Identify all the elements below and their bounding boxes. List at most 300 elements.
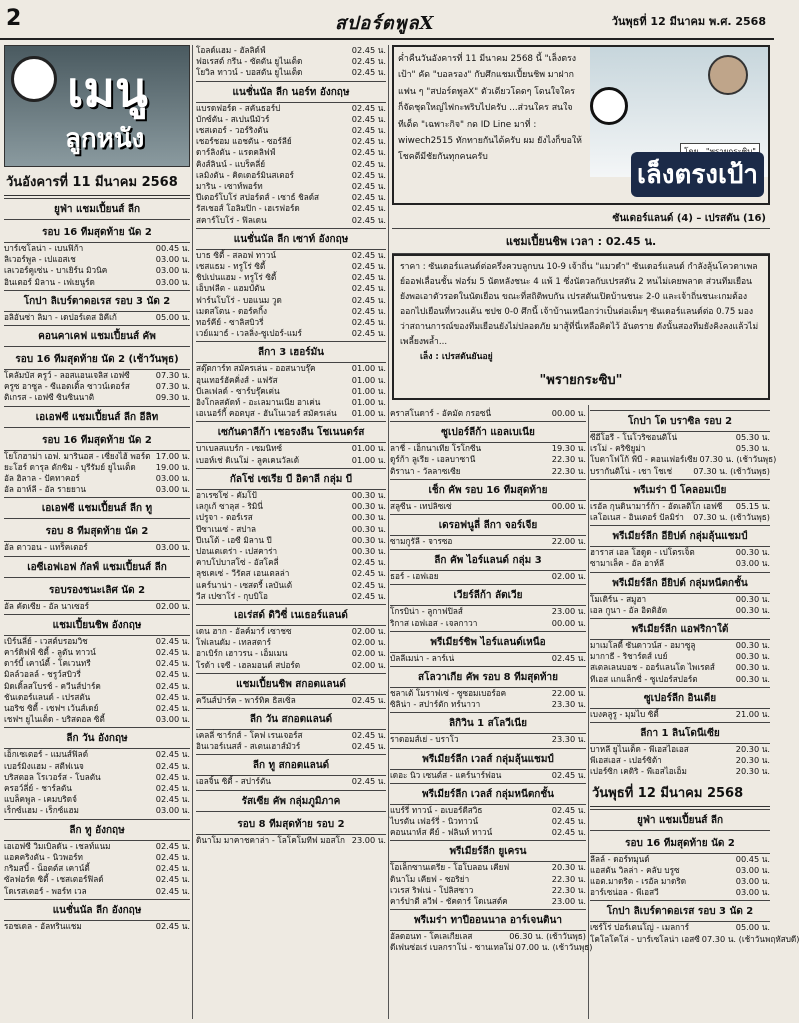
fixture-time: 22.30 น. (551, 873, 586, 884)
fixture-row (590, 651, 770, 662)
fixture-row (390, 443, 586, 454)
fixture-row (196, 386, 386, 397)
fixture-time: 23.00 น. (551, 606, 586, 617)
fixture-teams: ลาชี่ - เอ็กนาเทีย โรโกซีน (390, 443, 482, 454)
fixture-teams: ซามาเล็ค - อัล อาห์ลี (590, 558, 665, 569)
fixture-teams: อาเรซโซ่ - คัมโป้ (196, 489, 257, 500)
fixture-time: 02.45 น. (351, 317, 386, 328)
fixture-row (196, 695, 386, 706)
fixture-teams: แอต.มาดริด - เรอัล มาดริด (590, 876, 687, 887)
fixture-teams: อัล ตาวอน - แทร็คเตอร์ (4, 542, 88, 553)
fixture-time: 02.45 น. (155, 783, 190, 794)
fixture-row (590, 547, 770, 558)
fixture-teams: มิลล์วอลล์ - ชรูว์สบิวรี่ (4, 669, 81, 680)
fixture-teams: ซิลิน่า - สปาร์ตัก ทร์นาวา (390, 699, 481, 710)
fixture-teams: ดินาโม มาคาชคาล่า - โลโคโมทีฟ มอสโก (196, 834, 345, 845)
fixture-time: 00.30 น. (735, 547, 770, 558)
fixture-teams: บาหลี ยูไนเต็ด - พีเอสไอเอส (590, 744, 689, 755)
fixture-teams: คาร์ดิฟฟ์ ซิตี้ - ลูตัน ทาวน์ (4, 647, 96, 658)
fixture-teams: เลเวอร์คูเซ่น - บาเยิร์น มิวนิค (4, 265, 108, 276)
fixture-time: 00.30 น. (351, 545, 386, 556)
fixture-row (4, 462, 190, 473)
fixture-time: 05.30 น. (735, 432, 770, 442)
fixture-teams: แคร์นาน่า - เซสตรี้ เลบันเต้ (196, 579, 293, 590)
league-heading: โกปา ลิเบร์ตาดอเรส รอบ 3 นัด 2 (4, 290, 190, 312)
fixture-row (390, 885, 586, 896)
fixture-row (4, 392, 190, 403)
fixture-teams: นอริช ซิตี้ - เชฟฯ เว้นส์เดย์ (4, 703, 99, 714)
fixture-time: 22.00 น. (551, 688, 586, 699)
fixture-list (196, 45, 386, 846)
fixture-time: 09.30 น. (155, 392, 190, 403)
fixture-time: 07.30 น. (เช้าวันพุธ) (693, 465, 770, 476)
fixture-time: 03.00 น. (155, 714, 190, 725)
fixture-row (4, 636, 190, 647)
fixture-teams: บรากันติโน่ - เชา โชเช่ (590, 465, 673, 476)
fixture-time: 02.45 น. (155, 771, 190, 782)
fixture-teams: สเตลเลนบอช - ออร์แลนโด ไพเรตส์ (590, 662, 715, 673)
fixture-row (196, 648, 386, 659)
fixture-teams: คิงส์ลินน์ - แบร็คลี่ย์ (196, 158, 266, 169)
fixture-time: 02.00 น. (351, 637, 386, 648)
fixture-time: 02.45 น. (351, 102, 386, 113)
fixture-row (196, 501, 386, 512)
fixture-time: 03.00 น. (735, 558, 770, 569)
fixture-time: 00.00 น. (551, 617, 586, 628)
fixture-row (590, 432, 770, 443)
fixture-teams: วีส เปซาโร่ - กุบบิโอ (196, 590, 268, 601)
fixture-row (196, 136, 386, 147)
fixture-row (390, 699, 586, 710)
fixture-teams: เบอร์มิงแฮม - สตีฟเนจ (4, 760, 84, 771)
fixture-time: 02.45 น. (351, 305, 386, 316)
fixture-row (4, 874, 190, 885)
fixture-time: 02.45 น. (155, 635, 190, 646)
fixture-row (196, 272, 386, 283)
fixture-row (4, 703, 190, 714)
fixture-time: 02.00 น. (351, 659, 386, 670)
fixture-teams: ดีเฟนซ่อเร่ เบลกราโน่ - ซานเทลโม่ (390, 942, 514, 953)
fixture-teams: โคโลโคโล่ - บาร์เซโลน่า เอสซี (590, 933, 700, 944)
fixture-row (196, 192, 386, 203)
fixture-teams: เบงคลูรู - มุมไบ ซิตี้ (590, 708, 659, 719)
fixture-row (590, 933, 799, 945)
column-divider (388, 45, 389, 1019)
fixture-row (196, 741, 386, 752)
fixture-teams: บริสตอล โรเวอร์ส - โบลตัน (4, 771, 101, 782)
fixture-time: 02.45 น. (155, 840, 190, 851)
fixture-list (590, 809, 799, 945)
league-heading: กัลโช่ เซเรีย บี อิตาลี กลุ่ม บี (196, 468, 386, 490)
fixture-time: 02.45 น. (351, 249, 386, 260)
fixture-time: 02.45 น. (351, 67, 386, 78)
league-heading: พรีเมียร์ชิพ ไอร์แลนด์เหนือ (390, 631, 586, 653)
fixture-time: 01.00 น. (351, 374, 386, 385)
fixture-row (390, 454, 586, 465)
fixture-teams: เอ็กเซเตอร์ - แมนส์ฟิลด์ (4, 749, 89, 760)
fixture-row (590, 443, 770, 454)
fixture-row (590, 709, 770, 720)
fixture-teams: บาร์เซโลน่า - เบนฟิก้า (4, 243, 84, 253)
fixture-time: 02.45 น. (551, 652, 586, 663)
league-heading: พรีเมียร์ลีก แอฟริกาใต้ (590, 618, 770, 640)
fixture-time: 02.45 น. (351, 261, 386, 272)
fixture-row (196, 295, 386, 306)
fixture-teams: ซัลฟอร์ด ซิตี้ - เชสเตอร์ฟิลด์ (4, 874, 104, 885)
fixture-teams: เซร์โร่ ปอร์เตนโญ่ - เมลการ์ (590, 922, 690, 933)
fixture-row (4, 783, 190, 794)
banner-subtitle: ลูกหนัง (65, 124, 145, 154)
fixture-time: 00.30 น. (735, 662, 770, 673)
fixture-time: 00.30 น. (351, 523, 386, 534)
round-heading: รอบ 8 ทีมสุดท้าย รอบ 2 (196, 814, 386, 835)
fixture-time: 02.45 น. (155, 920, 190, 931)
fixture-teams: เวย์แมาธ์ - เวลลิ่ง-ซูเปอร์-แมร์ (196, 328, 302, 339)
fixture-teams: ซามกูรัลี - จารซอ (390, 536, 453, 547)
league-heading: เอเอฟซี แชมเปี้ยนส์ ลีก อีลิท (4, 406, 190, 428)
fixture-row (196, 56, 386, 67)
fixture-row (590, 662, 770, 673)
fixture-time: 02.45 น. (155, 669, 190, 680)
fixture-teams: ทอร์คีย์ - ซาลิสบิวรี่ (196, 317, 264, 328)
fixture-time: 02.45 น. (155, 680, 190, 691)
fixture-time: 00.30 น. (735, 673, 770, 684)
league-heading: พรีเมียร์ลีก อียิปต์ กลุ่มหนีตกชั้น (590, 572, 770, 594)
fixture-row (390, 734, 586, 745)
fixture-time: 22.30 น. (551, 454, 586, 465)
fixture-time: 02.45 น. (155, 863, 190, 874)
league-heading: ลิกิวิน 1 สโลวีเนีย (390, 712, 586, 734)
fixture-teams: ดาร์บี้ เคาน์ตี้ - โคเวนทรี (4, 658, 91, 669)
fixture-time: 02.45 น. (351, 328, 386, 339)
fixture-row (590, 558, 770, 569)
league-heading: เซกันดาลีก้า เชอรงลีน โชเนนดร์ส (196, 421, 386, 443)
fixture-teams: โรด้า เจซี - เฮลมอนด์ สปอร์ต (196, 659, 301, 670)
league-heading: พรีเมร่า ทาปีออนนาล อาร์เจนตินา (390, 909, 586, 931)
fixture-row (4, 841, 190, 852)
fixture-teams: แอคคริงตัน - นิวพอร์ท (4, 851, 83, 862)
fixture-row (196, 591, 386, 602)
fixture-row (4, 714, 190, 725)
fixture-row (196, 776, 386, 787)
fixture-teams: มาเมโลดี้ ซันดาวน์ส - อมาซูลู (590, 640, 696, 651)
fixture-teams: อินเตอร์ มิลาน - เฟเยนูร์ด (4, 276, 95, 287)
fixture-row (196, 283, 386, 294)
fixture-time: 02.45 น. (351, 568, 386, 579)
fixture-time: 00.30 น. (735, 640, 770, 651)
fixture-time: 02.45 น. (551, 816, 586, 827)
league-heading: เอเอฟซี แชมเปี้ยนส์ ลีก ทู (4, 497, 190, 519)
fixture-teams: อลิอันซ่า ลิมา - เดปอร์เตส อิคีเก้ (4, 311, 117, 322)
fixture-time: 20.30 น. (735, 766, 770, 777)
fixture-teams: ทีเอส แกแล็กซี่ - ซูเปอร์สปอร์ต (590, 673, 698, 684)
fixture-teams: ชิปเปนแฮม - ทรูโร่ ซิตี้ (196, 272, 277, 283)
fixture-time: 02.45 น. (351, 169, 386, 180)
fixture-row (196, 215, 386, 226)
fixture-row (196, 637, 386, 648)
fixture-row (590, 744, 770, 755)
fixture-teams: คราสโนดาร์ - อัคมัต กรอซนี่ (390, 408, 492, 418)
fixture-row (4, 370, 190, 381)
fixture-teams: อัล อาห์ลี - อัล รายยาน (4, 484, 86, 495)
fixture-row (196, 45, 386, 56)
fixture-time: 07.30 น. (155, 381, 190, 392)
fixture-row (590, 454, 777, 465)
fixture-teams: เรโม่ - คริซิยูม่า (590, 443, 646, 454)
fixture-teams: พีเอสเอส - เปอร์ซิต้า (590, 755, 662, 766)
fixture-row (4, 473, 190, 484)
fixture-row (590, 466, 770, 477)
fixture-row (590, 755, 770, 766)
fixture-teams: มาริน - เซาท์พอร์ท (196, 181, 263, 192)
fixture-row (196, 835, 386, 846)
league-heading: ลีกา 1 ลินโดนีเซีย (590, 722, 770, 744)
fixture-time: 02.00 น. (351, 648, 386, 659)
fixture-time: 02.45 น. (351, 729, 386, 740)
fixture-teams: มากาธี - ริชาร์ดส์ เบย์ (590, 651, 668, 662)
league-heading: แนชั่นนัล ลีก นอร์ท อังกฤษ (196, 81, 386, 103)
fixture-time: 02.45 น. (351, 125, 386, 136)
fixture-teams: เอเนอร์กี้ คอตบุส - ฮันโนเวอร์ สมัครเล่น (196, 408, 337, 419)
fixture-time: 02.45 น. (155, 794, 190, 805)
fixture-teams: ฮาราส เอล โฮดูด - เปโตรเจ็ต (590, 547, 695, 558)
fixture-teams: ปีเนโต้ - เอซี มิลาน ปี (196, 534, 272, 545)
fixture-teams: ลิเวอร์พูล - เปแอสเช (4, 254, 76, 265)
fixture-time: 02.45 น. (351, 203, 386, 214)
fixture-row (196, 512, 386, 523)
fixture-teams: บาธ ซิตี้ - สลอฟ ทาวน์ (196, 249, 276, 260)
fixture-teams: อิงโกลสตัดท์ - อะเลมานเนีย อาเค่น (196, 397, 321, 408)
fixture-teams: ดินาโม เคียฟ - ซอริย่า (390, 873, 470, 884)
fixture-time: 00.45 น. (735, 853, 770, 864)
column-4 (590, 408, 799, 1019)
fixture-teams: ชลาเต้ โมราฟเซ่ - ซูซอมเบอร์อค (390, 688, 507, 699)
fixture-time: 03.00 น. (155, 542, 190, 553)
fixture-row (390, 501, 586, 512)
fixture-row (4, 749, 190, 760)
round-heading: รอบรองชนะเลิศ นัด 2 (4, 580, 190, 601)
fixture-teams: ฟาร์นโบโร่ - บอแนม วูด (196, 294, 282, 305)
fixture-row (4, 761, 190, 772)
fixture-teams: อินเวอร์เนสส์ - สเตนเฮาส์มัวร์ (196, 741, 301, 752)
fixture-row (590, 887, 770, 898)
fixture-row (390, 618, 586, 629)
fixture-time: 02.45 น. (551, 769, 586, 780)
fixture-teams: ยะโฮร์ ดารุล ตักซิม - บุรีรัมย์ ยูไนเต็ด (4, 461, 136, 472)
fixture-teams: ดาร์ลิงตัน - แรดคลิฟฟ์ (196, 147, 276, 158)
fixture-row (390, 827, 586, 838)
round-heading: รอบ 16 ทีมสุดท้าย นัด 2 (เช้าวันพุธ) (4, 349, 190, 370)
fixture-time: 02.45 น. (351, 283, 386, 294)
fixture-teams: รัสเชอส์ โอลิมปิก - เฮเรฟอร์ด (196, 203, 300, 214)
fixture-row (4, 794, 190, 805)
prediction-panel (392, 45, 770, 405)
fixture-row (196, 203, 386, 214)
fixture-time: 02.45 น. (351, 214, 386, 225)
fixture-row (590, 922, 770, 933)
fixture-teams: ปีซาเนเซ่ - สปาล (196, 523, 257, 534)
fixture-time: 22.30 น. (551, 465, 586, 476)
fixture-time: 07.30 น. (เช้าวันพุธ) (693, 512, 770, 523)
fixture-time: 00.30 น. (351, 534, 386, 545)
round-heading: รอบ 16 ทีมสุดท้าย นัด 2 (4, 430, 190, 451)
prediction-kickoff: แชมเปี้ยนชิพ เวลา : 02.45 น. (392, 228, 770, 254)
fixture-time: 02.45 น. (351, 776, 386, 787)
fixture-teams: เอ็บฟลีต - แฮมป์ตัน (196, 283, 265, 294)
fixture-time: 03.00 น. (155, 276, 190, 287)
fixture-time: 02.45 น. (351, 557, 386, 568)
fixture-row (196, 125, 386, 136)
fixture-teams: เวเรส ริฟเน่ - โปลิสซาว (390, 884, 474, 895)
fixture-row (390, 653, 586, 664)
league-heading: เดรอฟนูลี่ ลีกา จอร์เจีย (390, 514, 586, 536)
fixture-time: 03.00 น. (155, 254, 190, 265)
fixture-time: 02.45 น. (155, 851, 190, 862)
fixture-teams: เลโอเนส - อินเตอร์ ปัลมิร่า (590, 512, 684, 523)
fixture-time: 01.00 น. (351, 443, 386, 454)
fixture-teams: ติรานา - วัลลาซเซีย (390, 465, 461, 476)
fixture-teams: แบล็คพูล - เคมบริดจ์ (4, 794, 77, 805)
fixture-teams: โอลด์แฮม - ฮัลลิด์ฟ์ (196, 45, 266, 55)
fixture-row (4, 921, 190, 932)
league-heading: พรีเมียร์ลีก อียิปต์ กลุ่มลุ้นแชมป์ (590, 525, 770, 547)
fixture-teams: แบรดฟอร์ด - สคันธอร์ป (196, 102, 281, 113)
fixture-teams: เดอะ นิว เซนต์ส - แคร์นาร์ฟอน (390, 769, 502, 780)
fixture-row (390, 688, 586, 699)
league-heading: ลีก คัพ ไอร์แลนด์ กลุ่ม 3 (390, 549, 586, 571)
league-heading: ซูเปอร์ลีก้า แอลเบเนีย (390, 421, 586, 443)
fixture-time: 21.00 น. (735, 708, 770, 719)
fixture-teams: เลมิงตัน - คิดเดอร์มินสเตอร์ (196, 169, 294, 180)
fixture-row (4, 381, 190, 392)
league-heading: แนชั่นนัล ลีก อังกฤษ (4, 899, 190, 921)
fixture-list (390, 408, 593, 954)
fixture-row (196, 261, 386, 272)
fixture-teams: รอชเดล - อัลทรินแชม (4, 920, 82, 931)
fixture-teams: โดเรสเตอร์ - พอร์ท เวล (4, 885, 87, 896)
fixture-time: 02.45 น. (351, 45, 386, 55)
day-heading: วันพุธที่ 12 มีนาคม 2568 (590, 778, 770, 807)
menu-banner (4, 45, 190, 167)
fixture-teams: เบิร์นลี่ย์ - เวสต์บรอมวิช (4, 635, 88, 646)
column-divider (192, 45, 193, 1019)
fixture-row (196, 114, 386, 125)
fixture-time: 22.30 น. (551, 884, 586, 895)
fixture-row (196, 397, 386, 408)
fixture-teams: ดูร์ก้า ลูเรีย - เอลบาซานี (390, 454, 476, 465)
fixture-teams: ธอร์ - เอฟเอย (390, 571, 439, 582)
fixture-time: 03.00 น. (155, 484, 190, 495)
fixture-time: 00.30 น. (735, 604, 770, 615)
fixture-time: 00.30 น. (351, 512, 386, 523)
issue-date: วันพุธที่ 12 มีนาคม พ.ศ. 2568 (611, 15, 766, 28)
fixture-teams: โบตาโฟโก้ พีบี - คอนเฟอร์เซีย (590, 454, 698, 465)
fixture-teams: ติเกรส - เอฟซี ซินซินนาติ (4, 392, 95, 403)
column-2 (196, 45, 386, 1019)
fixture-row (196, 568, 386, 579)
fixture-time: 00.30 น. (351, 489, 386, 500)
league-heading: พรีเมร่า บี โคลอมเบีย (590, 479, 770, 501)
fixture-list (4, 198, 190, 932)
page-number: 2 (6, 6, 22, 31)
league-heading: ซูเปอร์ลีก อินเดีย (590, 687, 770, 709)
fixture-teams: เคลลี่ ซาร์กส์ - โคฟ เรนเจอร์ส (196, 729, 303, 740)
fixture-time: 05.00 น. (155, 311, 190, 322)
fixture-teams: เบอห์เช่ ดิเนโม่ - ลูคเคนวัลเด้ (196, 454, 300, 465)
fixture-teams: เปรูจา - ตอร์เรส (196, 512, 253, 523)
fixture-time: 02.45 น. (351, 192, 386, 203)
fixture-teams: โคลัมบัส ครูว์ - ลอสแอนเจลิส เอฟซี (4, 370, 130, 381)
fixture-teams: โอเล็กซานเดรีย - โอโบลอน เคียฟ (390, 862, 510, 873)
fixture-row (4, 692, 190, 703)
fixture-teams: เชสเตอร์ - วอร์ริงตัน (196, 125, 269, 136)
fixture-row (196, 535, 386, 546)
prediction-intro: ค่ำคืนวันอังคารที่ 11 มีนาคม 2568 นี้ "เล็งตรงเป้า" คัด "บอลรอง" กับศึกแชมเปี้ยนชิพ มาฝากแฟน ๆ "สปอร์ตพูลX" ตัวเดียวโดดๆ โดนใจใคร ก็จัดชุดใหญ่ไฟกะพริบไปครับ ...ส่วนใคร สนใจทีเด็ด "เฉพาะกิจ" กด ID Line มาที่ : wiwech2515 ทักทายกันได้ครับ ผม ยังไงก็ขอให้โชคดีมีชัยกันทุกคนครับ (398, 54, 582, 163)
fixture-row (590, 501, 770, 512)
fixture-row (196, 328, 386, 339)
fixture-teams: เอลจิ้น ซิตี้ - สปาร์ตัน (196, 776, 271, 787)
fixture-row (196, 159, 386, 170)
fixture-row (4, 658, 190, 669)
fixture-row (196, 306, 386, 317)
fixture-time: 23.30 น. (551, 734, 586, 745)
league-heading: โกปา โด บราซิล รอบ 2 (590, 410, 770, 432)
league-heading: ยูฟ่า แชมเปี้ยนส์ ลีก (590, 809, 770, 831)
fixture-teams: ครอว์ลี่ย์ - ชาร์ลตัน (4, 783, 72, 794)
fixture-time: 00.45 น. (155, 243, 190, 253)
day-heading: วันอังคารที่ 11 มีนาคม 2568 (4, 167, 190, 196)
fixture-row (4, 852, 190, 863)
fixture-row (390, 896, 586, 907)
fixture-teams: โกรบิน่า - ลูกาฟปิลส์ (390, 606, 463, 617)
fixture-row (590, 674, 770, 685)
fixture-teams: แอสตัน วิลล่า - คลับ บรูซ (590, 864, 680, 875)
league-heading: เช็ก คัพ รอบ 16 ทีมสุดท้าย (390, 479, 586, 501)
fixture-row (4, 647, 190, 658)
fixture-time: 02.45 น. (155, 874, 190, 885)
fixture-row (196, 490, 386, 501)
fixture-teams: เชอร์ชอม แอชตัน - ซอร์ลีย์ (196, 136, 292, 147)
round-heading: รอบ 16 ทีมสุดท้าย นัด 2 (4, 222, 190, 243)
fixture-time: 00.30 น. (735, 593, 770, 604)
fixture-teams: เชสแธม - ทรูโร่ ซิตี้ (196, 261, 266, 272)
fixture-row (196, 317, 386, 328)
fixture-row (196, 170, 386, 181)
fixture-teams: ริกาส เอฟเอส - เจลกาวา (390, 617, 478, 628)
fixture-row (4, 254, 190, 265)
fixture-time: 19.30 น. (551, 443, 586, 454)
fixture-time: 22.00 น. (551, 536, 586, 547)
fixture-row (390, 816, 586, 827)
publication-logo: สปอร์ตพูลX (335, 13, 435, 34)
fixture-teams: ราดอมส์เย่ - บราโว (390, 734, 459, 745)
fixture-time: 02.45 น. (155, 658, 190, 669)
fixture-time: 23.30 น. (551, 699, 586, 710)
fixture-teams: คาบโปบาสโซ่ - อัสโคลี่ (196, 557, 279, 568)
league-heading: พรีเมียร์ลีก เวลส์ กลุ่มลุ้นแชมป์ (390, 748, 586, 770)
fixture-teams: ปอนเตเดร่า - เปสคาร่า (196, 545, 278, 556)
fixture-teams: ไบรตัน เฟอร์รี่ - นิวทาวน์ (390, 816, 479, 827)
fixture-teams: อัล คัดเซีย - อัล นาเซอร์ (4, 600, 90, 611)
fixture-time: 03.00 น. (155, 473, 190, 484)
prediction-analysis (392, 254, 770, 400)
fixture-row (590, 594, 770, 605)
fixture-row (196, 660, 386, 671)
league-heading: พรีเมียร์ลีก ยูเครน (390, 840, 586, 862)
fixture-time: 03.00 น. (735, 864, 770, 875)
fixture-time: 02.45 น. (351, 590, 386, 601)
fixture-row (390, 408, 586, 419)
